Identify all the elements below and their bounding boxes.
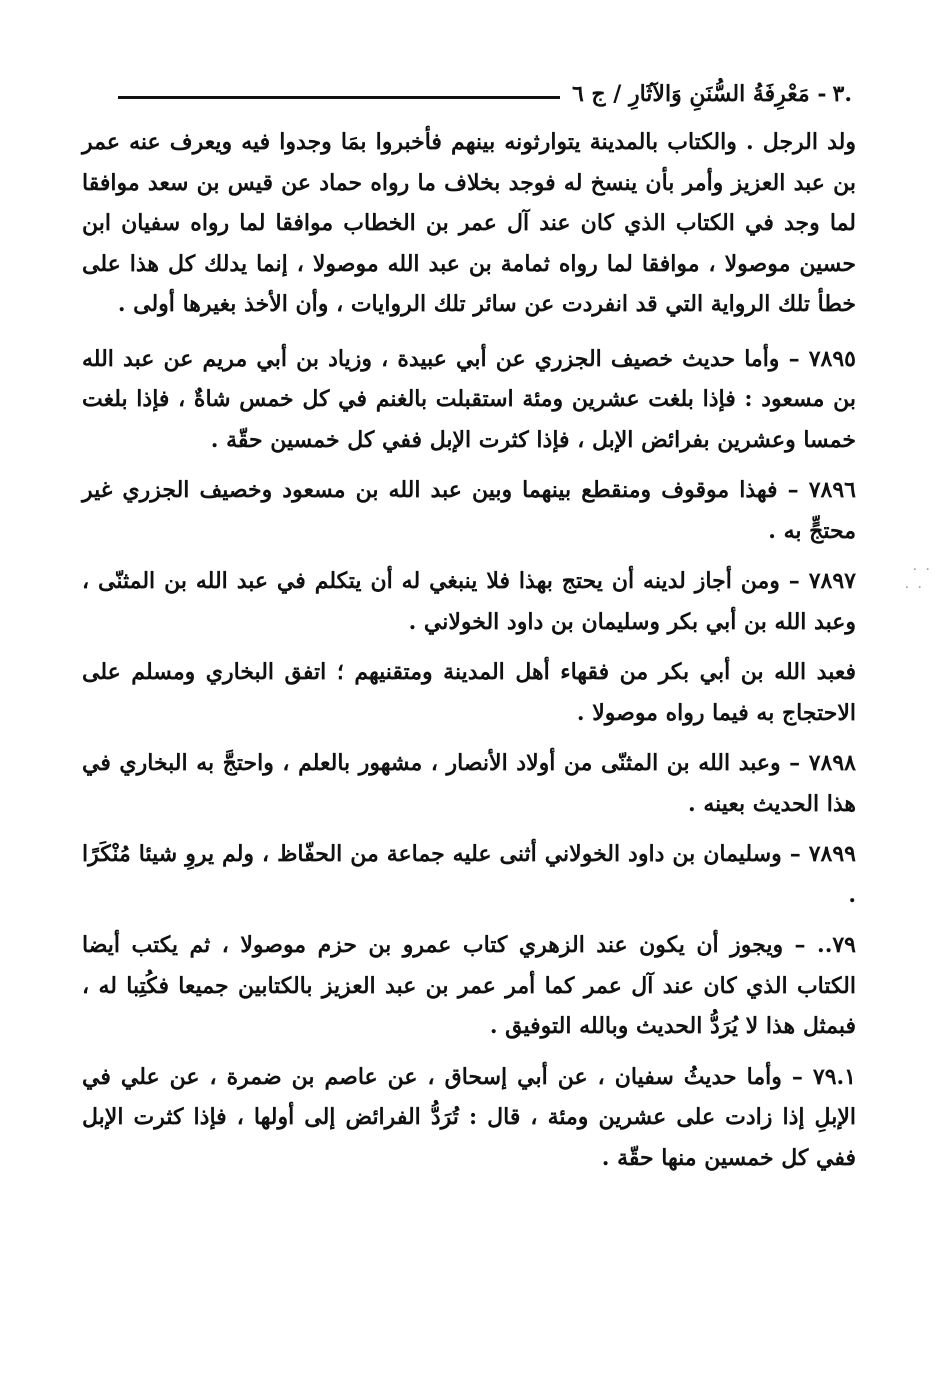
paragraph-7901: ٧٩.١ – وأما حديثُ سفيان ، عن أبي إسحاق ، عن عاصم بن ضمرة ، عن علي في الإبلِ إذا زادت على عشرين ومئة ، قال : تُرَدُّ الفرائض إلى أولها ، فإذا كثرت الإبل ففي كل خمسين منها حقّة . [82, 1063, 856, 1171]
paragraph-7898: ٧٨٩٨ – وعبد الله بن المثنّى من أولاد الأنصار ، مشهور بالعلم ، واحتجَّ به البخاري في هذا الحديث بعينه . [82, 750, 856, 817]
header-rule [118, 96, 560, 99]
margin-mark: · · [912, 562, 932, 578]
running-header [118, 74, 852, 114]
main-text [82, 122, 856, 1188]
paragraph-7899: ٧٨٩٩ – وسليمان بن داود الخولاني أثنى عليه جماعة من الحفّاظ ، ولم يروِ شيئا مُنْكَرًا . [82, 841, 856, 908]
paragraph-7897: ٧٨٩٧ – ومن أجاز لدينه أن يحتج بهذا فلا ينبغي له أن يتكلم في عبد الله بن المثنّى ، وعبد الله بن أبي بكر وسليمان بن داود الخولاني . [82, 568, 856, 635]
page-number: .٣ [832, 81, 852, 107]
paragraph-continuation: ولد الرجل . والكتاب بالمدينة يتوارثونه بينهم فأخبروا بمَا وجدوا فيه ويعرف عنه عمر بن عبد العزيز وأمر بأن ينسخ له فوجد بخلاف ما رواه حماد عن قيس بن سعد موافقا لما وجد في الكتاب الذي كان عند آل عمر بن الخطاب موافقا لما رواه سفيان ابن حسين موصولا ، موافقا لما رواه ثمامة بن عبد الله موصولا ، إنما يدلك كل هذا على خطأ تلك الرواية التي قد انفردت عن سائر تلك الروايات ، وأن الأخذ بغيرها أولى . [82, 129, 856, 317]
margin-mark: · · [904, 580, 924, 596]
paragraph-7900: ٧٩.. – ويجوز أن يكون عند الزهري كتاب عمرو بن حزم موصولا ، ثم يكتب أيضا الكتاب الذي كان عند آل عمر كما أمر عمر بن عبد العزيز بالكتابين جميعا فكُتِبا له ، فبمثل هذا لا يُرَدُّ الحديث وبالله التوفيق . [82, 932, 856, 1039]
paragraph-7895: ٧٨٩٥ – وأما حديث خصيف الجزري عن أبي عبيدة ، وزياد بن أبي مريم عن عبد الله بن مسعود : فإذا بلغت عشرين ومئة استقبلت بالغنم في كل خمس شاةٌ ، فإذا بلغت خمسا وعشرين بفرائض الإبل ، فإذا كثرت الإبل ففي كل خمسين حقّة . [82, 345, 856, 453]
paragraph-abdullah-ibn-abi-bakr: فعبد الله بن أبي بكر من فقهاء أهل المدينة ومتقنيهم ؛ اتفق البخاري ومسلم على الاحتجاج به فيما رواه موصولا . [82, 659, 856, 726]
paragraph-7896: ٧٨٩٦ – فهذا موقوف ومنقطع بينهما وبين عبد الله بن مسعود وخصيف الجزري غير محتجٍّ به . [82, 477, 856, 544]
running-title: - مَعْرِفَةُ السُّنَنِ وَالآثَارِ / ج ٦ [571, 81, 827, 107]
